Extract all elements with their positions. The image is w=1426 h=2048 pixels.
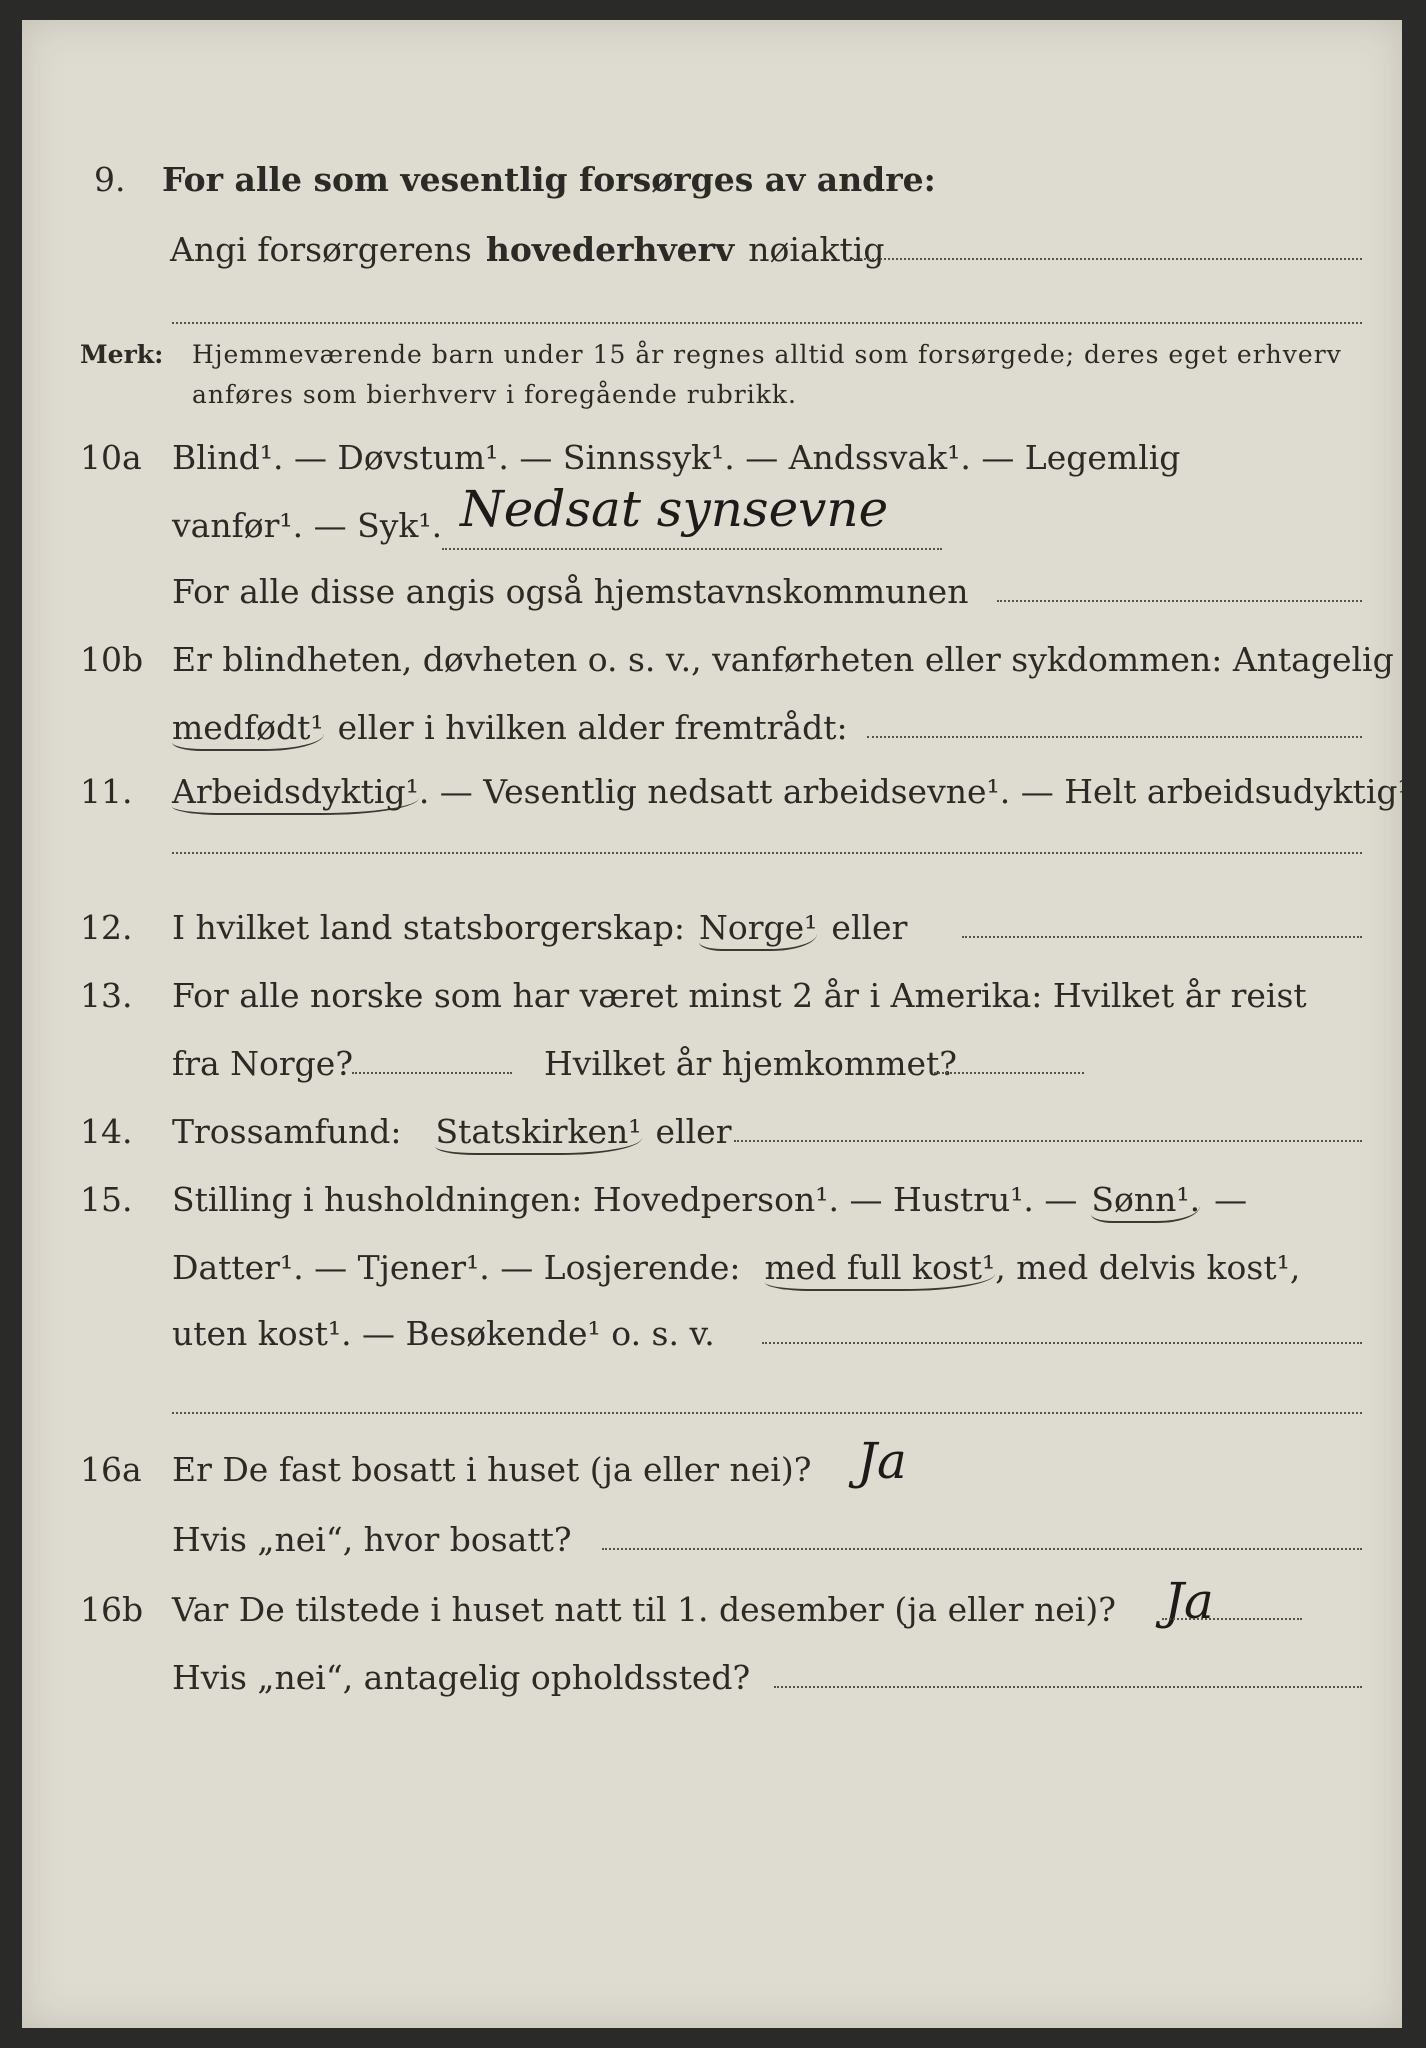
- q10b-number: 10b: [80, 640, 144, 679]
- q10a-handwritten-answer: Nedsat synsevne: [460, 480, 889, 538]
- q9-answer-line: [852, 258, 1362, 260]
- q14-number: 14.: [80, 1112, 133, 1151]
- q14-tail: eller: [655, 1112, 732, 1151]
- q10a-answer-line: [442, 548, 942, 550]
- q10a-line1: Blind¹. — Døvstum¹. — Sinnssyk¹. — Andssvak¹. — Legemlig: [172, 438, 1181, 477]
- q10b-line2: eller i hvilken alder fremtrådt:: [337, 708, 848, 747]
- q15-line2a: Datter¹. — Tjener¹. — Losjerende:: [172, 1248, 741, 1287]
- q11-answer-line: [172, 852, 1362, 854]
- q16b-place-line: [774, 1686, 1362, 1688]
- form-page: [22, 20, 1422, 2028]
- q12-norge-underlined: Norge¹: [699, 908, 817, 951]
- q13-line2b: Hvilket år hjemkommet?: [544, 1044, 957, 1083]
- q15-sonn-underlined: Sønn¹.: [1091, 1180, 1200, 1223]
- q9-number: 9.: [94, 160, 126, 199]
- q9-label: Angi forsørgerens: [170, 230, 472, 269]
- q9-label-bold: hovederhverv: [485, 230, 735, 269]
- q12-text: I hvilket land statsborgerskap:: [172, 908, 686, 947]
- q15-answer-line: [762, 1342, 1362, 1344]
- q10a-home-line: [997, 600, 1362, 602]
- q9-answer-line-2: [172, 322, 1362, 324]
- q16a-line1: Er De fast bosatt i huset (ja eller nei)?: [172, 1450, 812, 1489]
- q13-number: 13.: [80, 976, 133, 1015]
- q16a-handwritten-answer: Ja: [857, 1432, 907, 1490]
- q10b-answer-line: [867, 736, 1362, 738]
- q12-number: 12.: [80, 908, 133, 947]
- q11-arbeidsdyktig-underlined: Arbeidsdyktig¹: [172, 772, 419, 815]
- q15-line2c: , med delvis kost¹,: [995, 1248, 1301, 1287]
- merk-label: Merk:: [80, 340, 164, 369]
- q12-tail: eller: [831, 908, 908, 947]
- q13-left-line: [352, 1072, 512, 1074]
- q14-answer-line: [734, 1140, 1362, 1142]
- q10a-line2: vanfør¹. — Syk¹.: [172, 506, 443, 545]
- q9-label-end: nøiaktig: [748, 230, 885, 269]
- q15-line1a: Stilling i husholdningen: Hovedperson¹. — Hustru¹. —: [172, 1180, 1078, 1219]
- q15-answer-line-2: [172, 1412, 1362, 1414]
- q15-line3: uten kost¹. — Besøkende¹ o. s. v.: [172, 1314, 715, 1353]
- q16a-answer-line: [602, 1548, 1362, 1550]
- q16b-answer-line: [1162, 1618, 1302, 1620]
- q10b-line1: Er blindheten, døvheten o. s. v., vanførheten eller sykdommen: Antagelig: [172, 640, 1394, 679]
- q11-number: 11.: [80, 772, 133, 811]
- q15-line1c: —: [1214, 1180, 1248, 1219]
- q13-line1: For alle norske som har været minst 2 år i Amerika: Hvilket år reist: [172, 976, 1307, 1015]
- q16b-handwritten-answer: Ja: [1164, 1572, 1214, 1630]
- merk-line1: Hjemmeværende barn under 15 år regnes alltid som forsørgede; deres eget erhverv: [192, 340, 1342, 369]
- q15-number: 15.: [80, 1180, 133, 1219]
- merk-line2: anføres som bierhverv i foregående rubrikk.: [192, 380, 797, 409]
- q9-question: For alle som vesentlig forsørges av andre:: [162, 160, 936, 199]
- q10a-number: 10a: [80, 438, 142, 477]
- q10a-line3: For alle disse angis også hjemstavnskommunen: [172, 572, 969, 611]
- q13-right-line: [934, 1072, 1084, 1074]
- q14-text: Trossamfund:: [172, 1112, 402, 1151]
- q10b-medfodt-underlined: medfødt¹: [172, 708, 324, 751]
- q16b-line1: Var De tilstede i huset natt til 1. desember (ja eller nei)?: [172, 1590, 1116, 1629]
- q13-line2a: fra Norge?: [172, 1044, 354, 1083]
- q16a-line2: Hvis „nei“, hvor bosatt?: [172, 1520, 572, 1559]
- q12-answer-line: [962, 936, 1362, 938]
- q14-statskirken-underlined: Statskirken¹: [435, 1112, 641, 1155]
- q15-full-kost-underlined: med full kost¹: [765, 1248, 996, 1291]
- q16a-number: 16a: [80, 1450, 142, 1489]
- q16b-number: 16b: [80, 1590, 144, 1629]
- q16b-line2: Hvis „nei“, antagelig opholdssted?: [172, 1658, 751, 1697]
- q11-rest: . — Vesentlig nedsatt arbeidsevne¹. — Helt arbeidsudyktig¹.: [418, 772, 1422, 811]
